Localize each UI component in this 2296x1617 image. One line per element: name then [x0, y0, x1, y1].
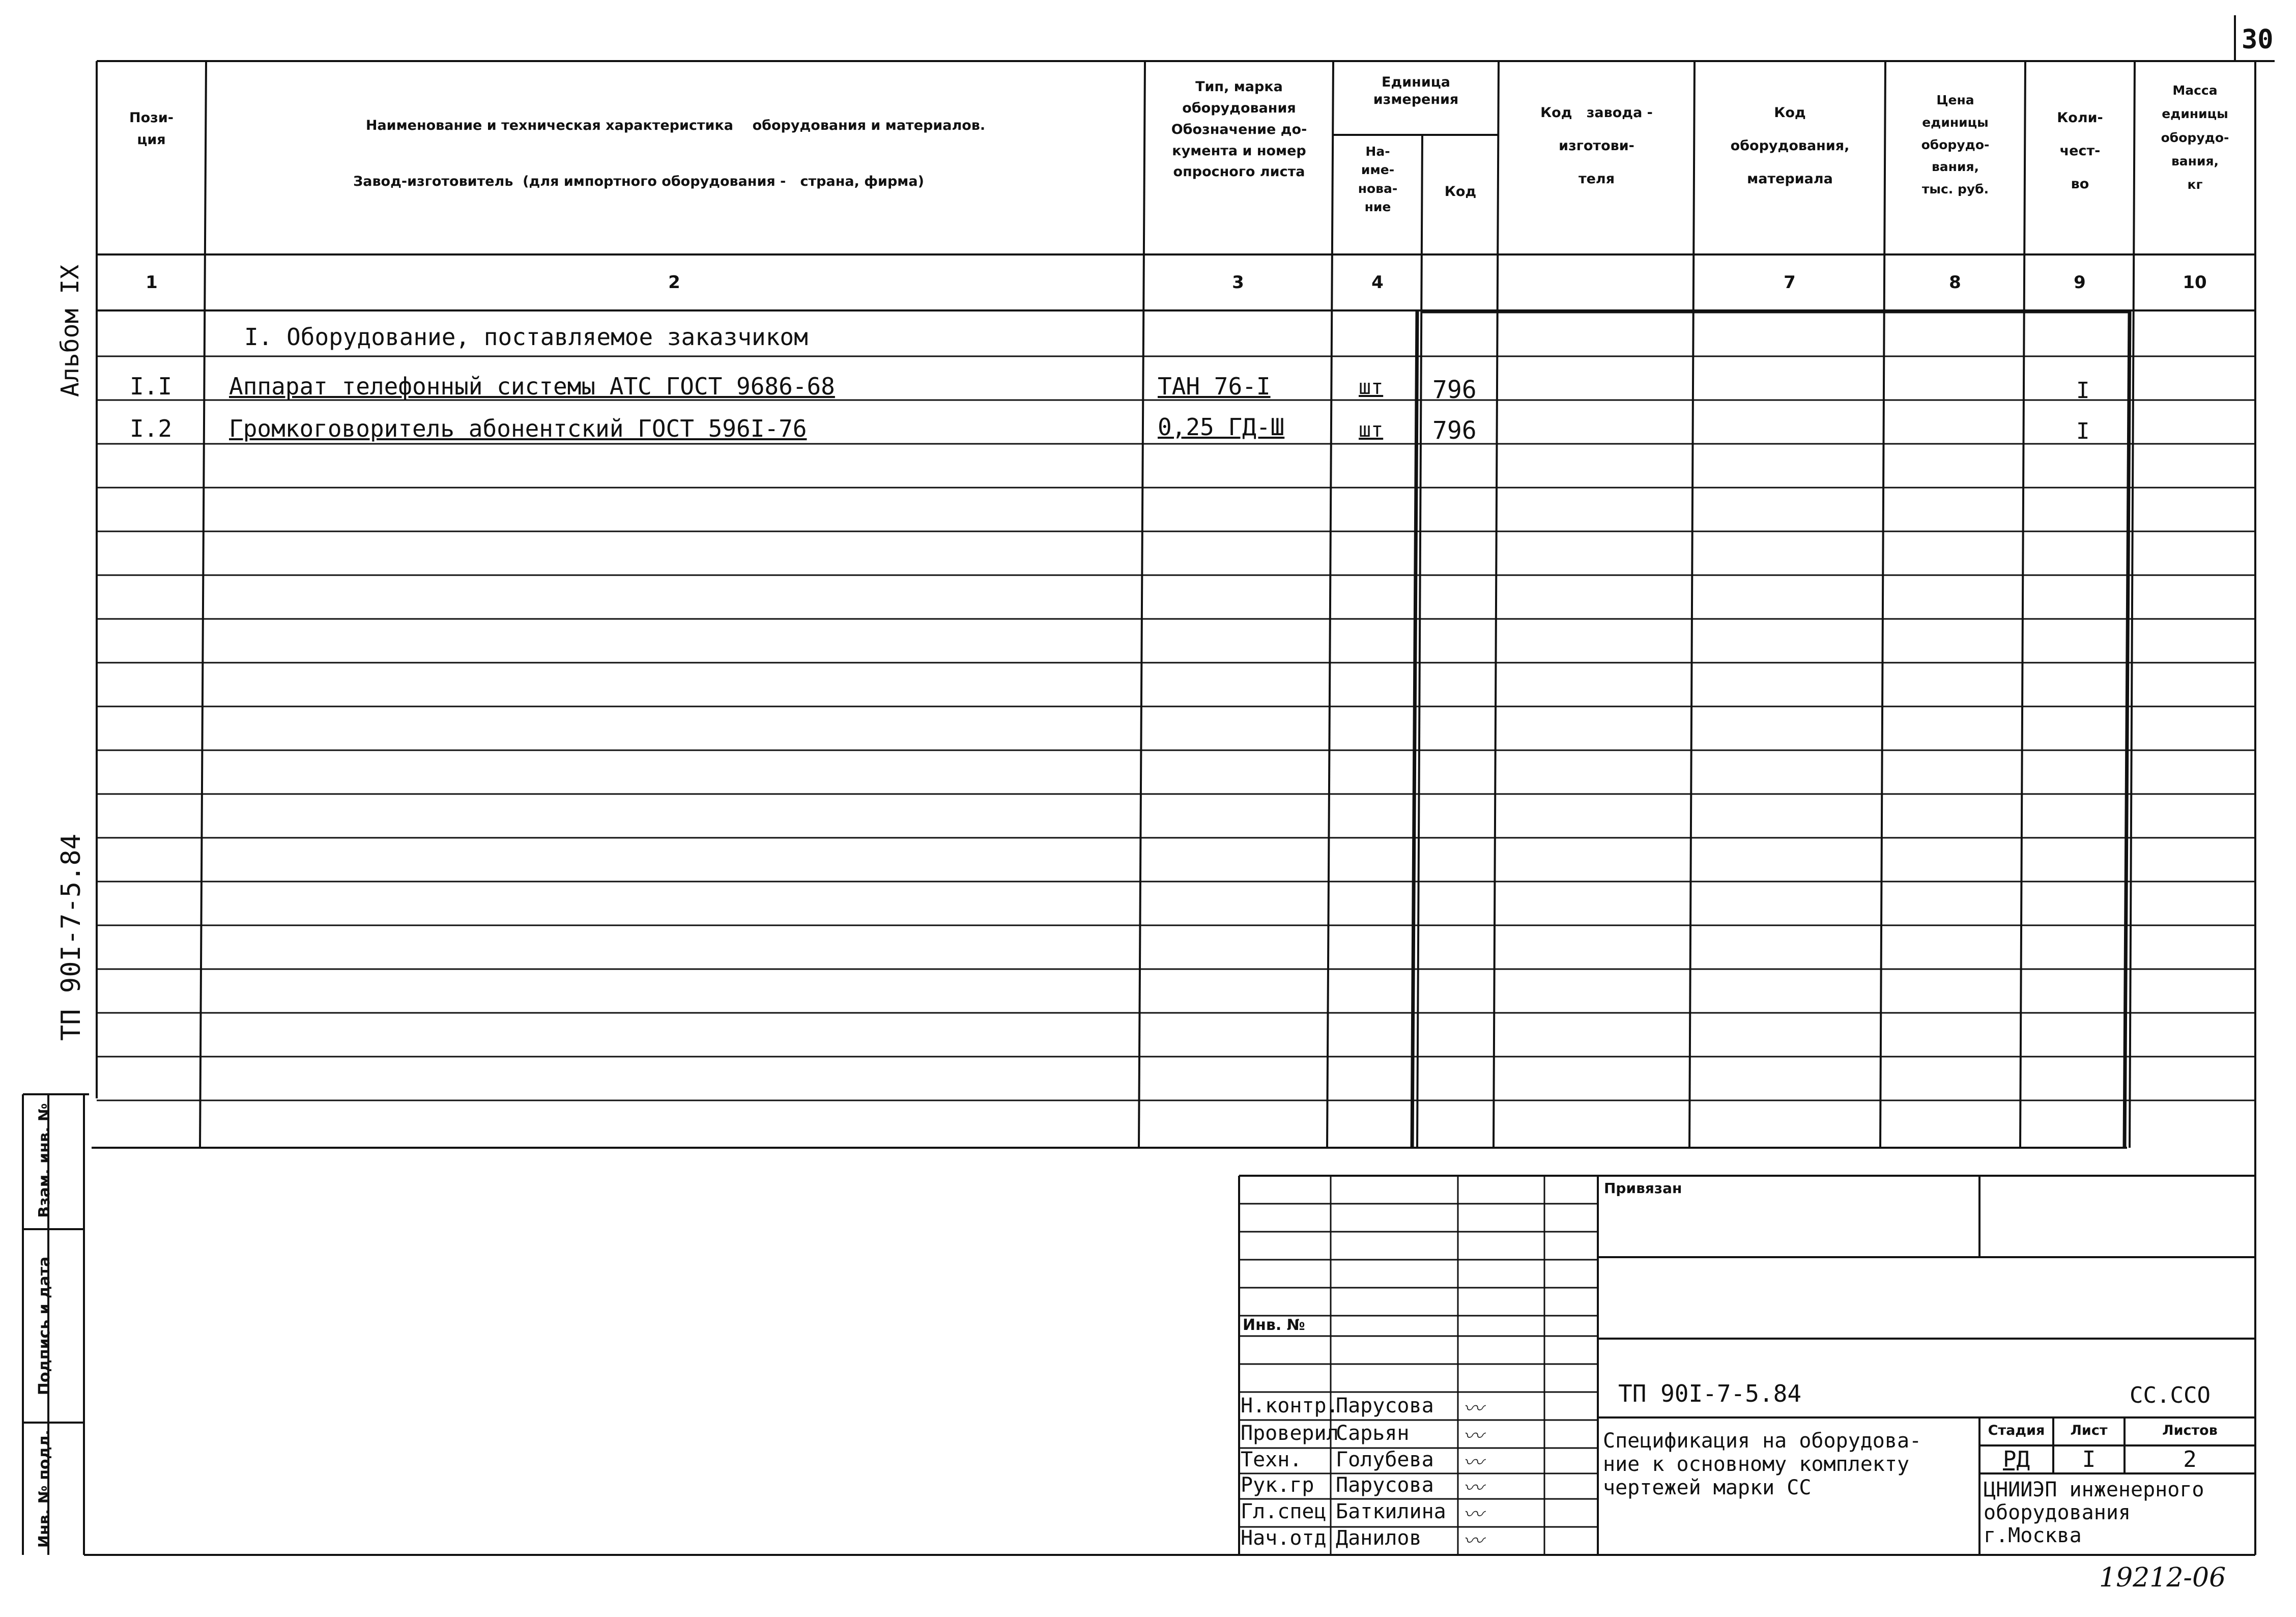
column-number: 4 [1371, 272, 1384, 293]
sheets-label: Листов [2162, 1423, 2218, 1438]
header-type: Тип, марка оборудования Обозначение до- кумента и номер опросного листа [1171, 79, 1307, 180]
signer-name: Данилов [1336, 1526, 1422, 1550]
column-number: 3 [1232, 272, 1244, 293]
header-price: Цена единицы оборудо- вания, тыс. руб. [1921, 93, 1990, 196]
doc-code: ТП 90I-7-5.84 [1618, 1380, 1802, 1407]
header-unit-code: Код [1444, 184, 1477, 200]
header-name-line2: Завод-изготовитель (для импортного оборудования - страна, фирма) [353, 174, 924, 189]
column-number: 1 [146, 272, 158, 293]
signer-role: Гл.спец [1241, 1500, 1327, 1523]
strip-podpis-label: Подпись и дата [36, 1256, 53, 1396]
archive-number: 19212-06 [2099, 1563, 2226, 1593]
signer-role: Рук.гр [1241, 1473, 1314, 1497]
handwritten-signature: 〰 [1463, 1477, 1483, 1500]
handwritten-signature: 〰 [1463, 1451, 1483, 1474]
handwritten-signature: 〰 [1463, 1503, 1483, 1526]
column-number: 2 [668, 272, 680, 293]
header-quantity: Коли- чест- во [2057, 110, 2103, 192]
handwritten-signature: 〰 [1463, 1425, 1483, 1448]
stage-value: РД [2003, 1446, 2030, 1472]
signer-role: Техн. [1241, 1448, 1302, 1471]
sheets-value: 2 [2183, 1446, 2197, 1472]
doc-mark: СС.ССО [2130, 1382, 2211, 1408]
header-equipment-code: Код оборудования, материала [1730, 105, 1850, 187]
handwritten-signature: 〰 [1463, 1529, 1483, 1553]
row-type: ТАН 76-I [1158, 373, 1271, 400]
signer-role: Проверил [1241, 1422, 1339, 1445]
handwritten-signature: 〰 [1463, 1397, 1483, 1421]
sheet-value: I [2082, 1446, 2096, 1472]
signer-name: Парусова [1336, 1473, 1434, 1497]
section-heading: I. Оборудование, поставляемое заказчиком [244, 323, 808, 351]
row-unit: шт [1359, 418, 1384, 442]
document-title: Спецификация на оборудова- ние к основному комплекту чертежей марки СС [1603, 1429, 1922, 1499]
row-name: Аппарат телефонный системы АТС ГОСТ 9686-68 [229, 373, 835, 400]
signer-name: Сарьян [1336, 1422, 1410, 1445]
sheet-label: Лист [2070, 1423, 2108, 1438]
strip-vzam-label: Взам. инв. № [36, 1103, 53, 1218]
project-side-label: ТП 90I-7-5.84 [56, 834, 87, 1041]
album-label: Альбом IX [56, 264, 84, 398]
column-number: 8 [1949, 272, 1961, 293]
column-number: 10 [2183, 272, 2207, 293]
stage-label: Стадия [1988, 1423, 2045, 1438]
inv-number-label: Инв. № [1243, 1316, 1305, 1334]
organization: ЦНИИЭП инженерного оборудования г.Москва [1984, 1478, 2204, 1547]
row-unit-code: 796 [1432, 376, 1477, 404]
row-name: Громкоговоритель абонентский ГОСТ 596I-76 [229, 415, 807, 442]
row-quantity: I [2076, 418, 2090, 444]
row-unit: шт [1359, 376, 1384, 399]
strip-inv-podl-label: Инв. № подл. [36, 1429, 53, 1548]
privyazan-label: Привязан [1604, 1180, 1682, 1197]
signer-name: Голубева [1336, 1448, 1434, 1471]
page-number: 30 [2242, 24, 2274, 55]
signer-name: Баткилина [1336, 1500, 1446, 1523]
header-factory-code: Код завода - изготови- теля [1540, 105, 1653, 187]
row-unit-code: 796 [1432, 416, 1477, 445]
signer-role: Нач.отд [1241, 1526, 1327, 1550]
header-unit-group: Единица измерения [1373, 74, 1459, 107]
row-quantity: I [2076, 378, 2090, 404]
signer-name: Парусова [1336, 1394, 1434, 1417]
header-mass: Масса единицы оборудо- вания, кг [2161, 83, 2229, 192]
column-number: 9 [2074, 272, 2086, 293]
header-position: Пози- ция [129, 110, 174, 148]
header-name-line1: Наименование и техническая характеристика оборудования и материалов. [365, 118, 986, 133]
header-unit-name: На- име- нова- ние [1358, 144, 1398, 214]
row-position: I.2 [130, 415, 173, 442]
row-position: I.I [130, 373, 173, 400]
signer-role: Н.контр. [1241, 1394, 1339, 1417]
column-number: 7 [1784, 272, 1796, 293]
row-type: 0,25 ГД-Ш [1158, 413, 1285, 441]
